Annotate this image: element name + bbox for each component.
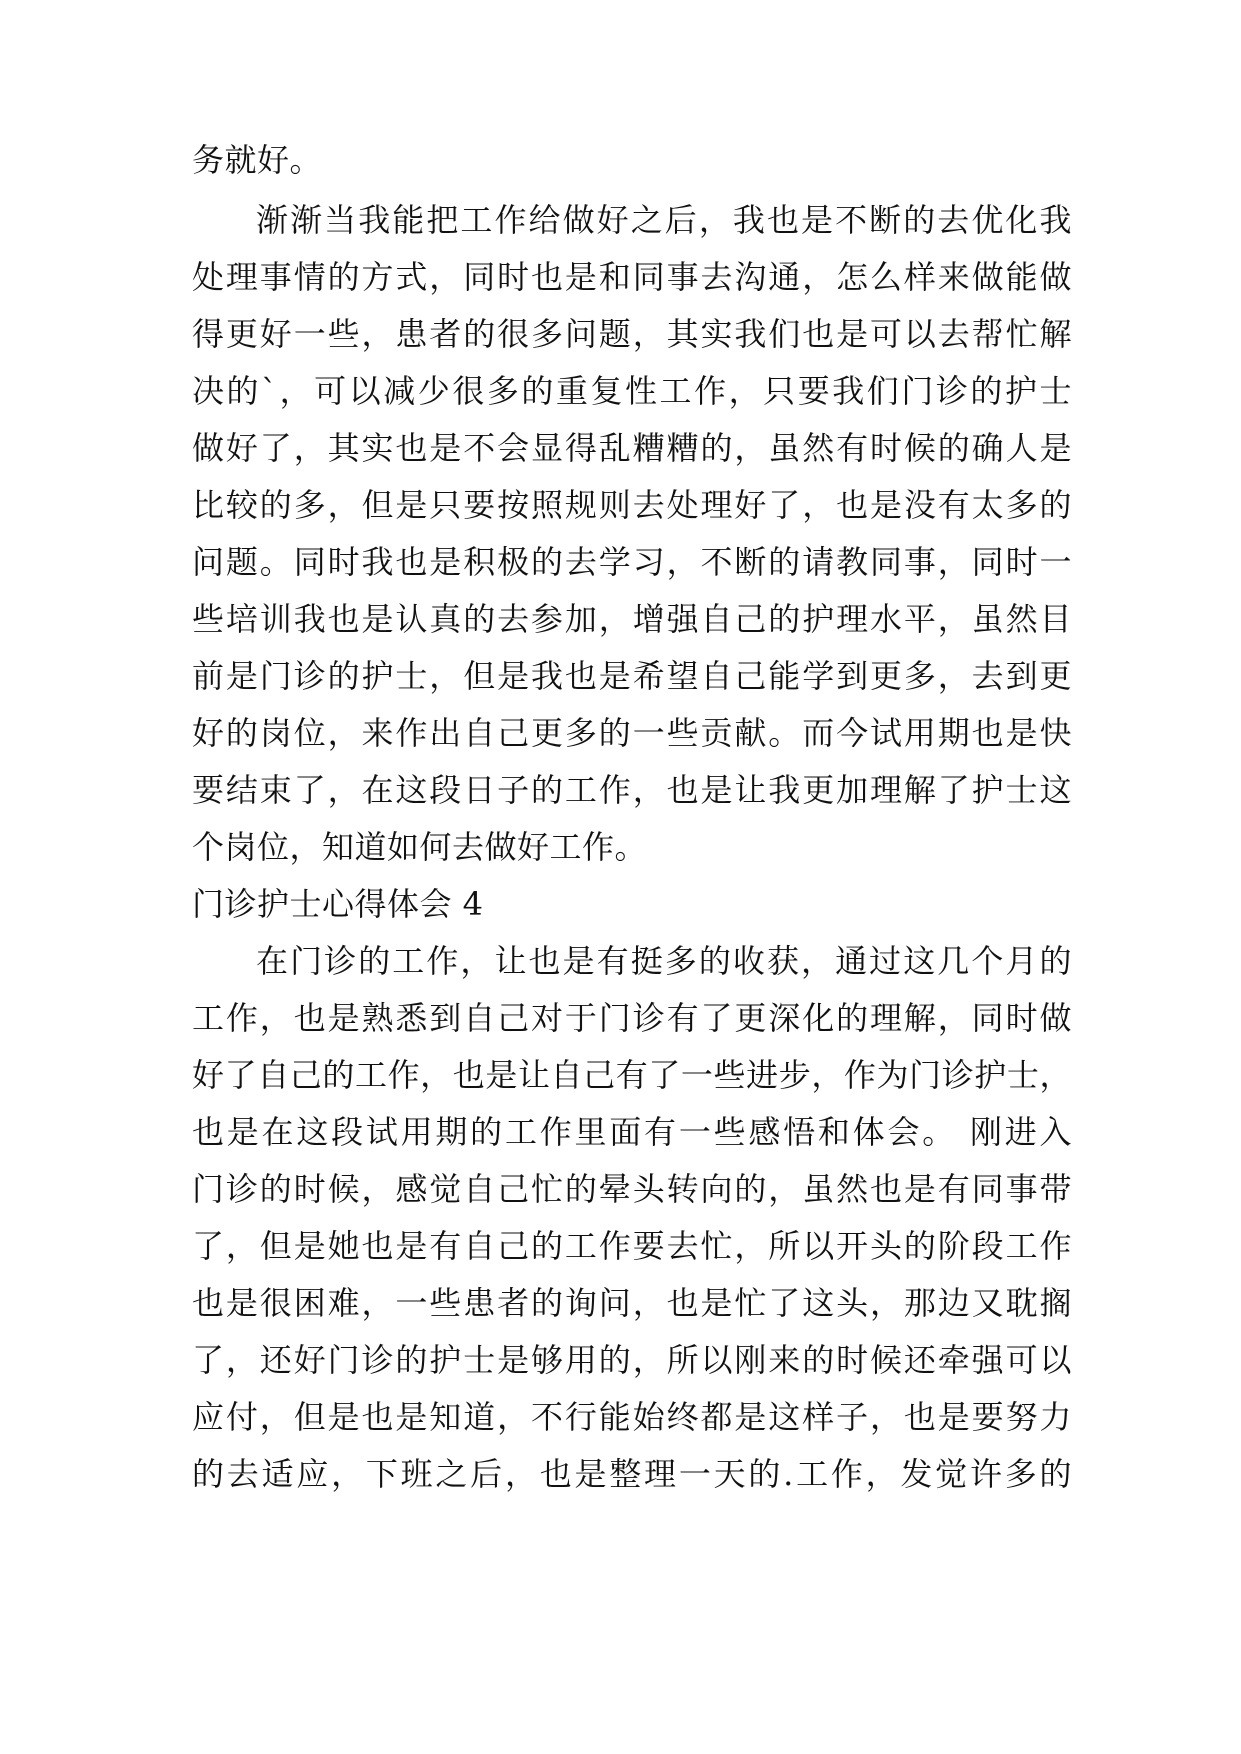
text-line: 务就好。 <box>192 141 323 179</box>
text-line: 也是很困难，一些患者的询问，也是忙了这头，那边又耽搁 <box>192 1284 1072 1322</box>
text-line: 得更好一些，患者的很多问题，其实我们也是可以去帮忙解 <box>192 315 1072 353</box>
text-line: 的去适应，下班之后，也是整理一天的.工作，发觉许多的 <box>192 1455 1072 1493</box>
text-line: 处理事情的方式，同时也是和同事去沟通，怎么样来做能做 <box>192 258 1072 296</box>
text-line: 个岗位，知道如何去做好工作。 <box>192 828 648 866</box>
text-line: 些培训我也是认真的去参加，增强自己的护理水平，虽然目 <box>192 600 1072 638</box>
text-line: 工作，也是熟悉到自己对于门诊有了更深化的理解，同时做 <box>192 999 1072 1037</box>
text-line: 门诊的时候，感觉自己忙的晕头转向的，虽然也是有同事带 <box>192 1170 1072 1208</box>
text-line: 也是在这段试用期的工作里面有一些感悟和体会。 刚进入 <box>192 1113 1072 1151</box>
paragraph-first-line: 渐渐当我能把工作给做好之后，我也是不断的去优化我 <box>256 201 1072 239</box>
paragraph-first-line: 在门诊的工作，让也是有挺多的收获，通过这几个月的 <box>256 942 1072 980</box>
section-heading: 门诊护士心得体会 4 <box>192 885 484 923</box>
text-line: 应付，但是也是知道，不行能始终都是这样子，也是要努力 <box>192 1398 1072 1436</box>
text-line: 好了自己的工作，也是让自己有了一些进步，作为门诊护士， <box>192 1056 1072 1094</box>
text-line: 好的岗位，来作出自己更多的一些贡献。而今试用期也是快 <box>192 714 1072 752</box>
text-line: 问题。同时我也是积极的去学习，不断的请教同事，同时一 <box>192 543 1072 581</box>
text-line: 决的`，可以减少很多的重复性工作，只要我们门诊的护士 <box>192 372 1072 410</box>
text-line: 比较的多，但是只要按照规则去处理好了，也是没有太多的 <box>192 486 1072 524</box>
text-line: 要结束了，在这段日子的工作，也是让我更加理解了护士这 <box>192 771 1072 809</box>
text-line: 前是门诊的护士，但是我也是希望自己能学到更多，去到更 <box>192 657 1072 695</box>
text-line: 做好了，其实也是不会显得乱糟糟的，虽然有时候的确人是 <box>192 429 1072 467</box>
text-line: 了，还好门诊的护士是够用的，所以刚来的时候还牵强可以 <box>192 1341 1072 1379</box>
text-line: 了，但是她也是有自己的工作要去忙，所以开头的阶段工作 <box>192 1227 1072 1265</box>
